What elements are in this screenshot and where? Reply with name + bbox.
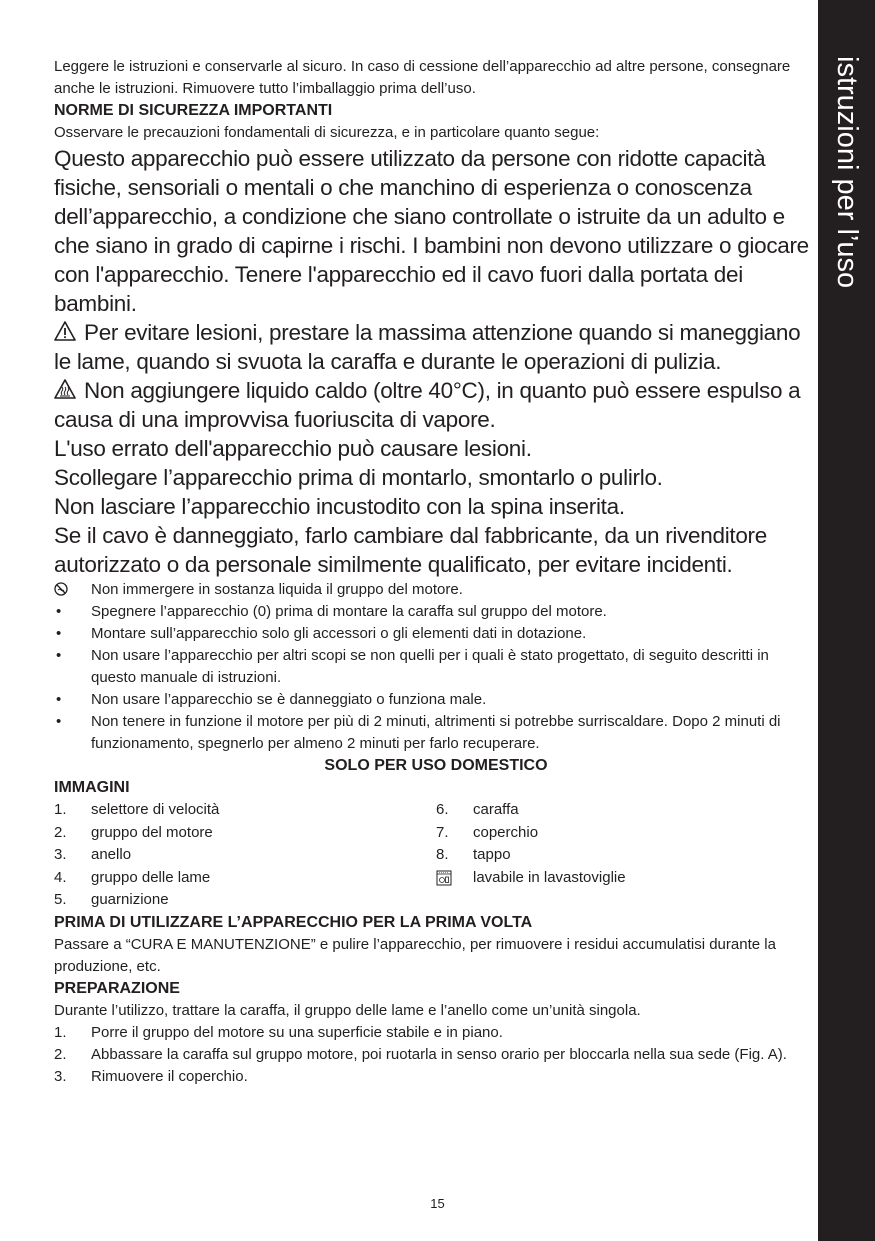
list-item xyxy=(54,645,818,689)
list-item xyxy=(54,889,436,912)
item-number: 7. xyxy=(436,823,449,841)
first-use-title: PRIMA DI UTILIZZARE L’APPARECCHIO PER LA PRIMA VOLTA xyxy=(54,913,533,931)
part-label: gruppo delle lame xyxy=(91,868,211,886)
step-number: 1. xyxy=(54,1023,67,1041)
list-item-text: Non usare l’apparecchio per altri scopi se non quelli per i quali è stato progettato, di seguito descritti in questo manuale di istruzioni. xyxy=(91,647,769,686)
list-item-text: Non usare l’apparecchio se è danneggiato o funziona male. xyxy=(91,691,487,708)
dishwasher-icon xyxy=(436,867,466,889)
step-text: Rimuovere il coperchio. xyxy=(91,1067,248,1085)
safety-large-item: Se il cavo è danneggiato, farlo cambiare dal fabbricante, da un rivenditore autorizzato o da personale similmente qualificato, per evitare incidenti. xyxy=(54,523,767,577)
safety-large-text: Non aggiungere liquido caldo (oltre 40°C), in quanto può essere espulso a causa di una improvvisa fuoriuscita di vapore. xyxy=(54,378,801,432)
safety-large-item: Non lasciare l’apparecchio incustodito con la spina inserita. xyxy=(54,494,625,519)
domestic-use-notice: SOLO PER USO DOMESTICO xyxy=(324,757,548,774)
part-label: coperchio xyxy=(473,823,539,841)
no-immerse-icon xyxy=(54,579,84,601)
step-number: 2. xyxy=(54,1045,67,1063)
list-item xyxy=(54,1022,818,1044)
part-label: lavabile in lavastoviglie xyxy=(473,868,626,886)
item-number: 4. xyxy=(54,868,67,886)
bullet-marker: • xyxy=(56,691,62,708)
list-item xyxy=(54,601,818,623)
safety-large-item: L'uso errato dell'apparecchio può causare lesioni. xyxy=(54,436,532,461)
list-item xyxy=(436,867,818,890)
step-text: Abbassare la caraffa sul gruppo motore, poi ruotarla in senso orario per bloccarla nella sua sede (Fig. A). xyxy=(91,1045,787,1063)
step-number: 3. xyxy=(54,1067,67,1085)
safety-large-section xyxy=(54,144,818,579)
parts-column-right xyxy=(436,799,818,912)
parts-column-left xyxy=(54,799,436,912)
list-item xyxy=(54,867,436,890)
bullet-marker: • xyxy=(56,713,62,730)
safety-title: NORME DI SICUREZZA IMPORTANTI xyxy=(54,102,333,119)
warning-icon xyxy=(54,320,76,342)
list-item xyxy=(54,1044,818,1066)
list-item xyxy=(436,844,818,867)
part-label: caraffa xyxy=(473,801,519,818)
list-item-text: Non immergere in sostanza liquida il gruppo del motore. xyxy=(91,581,463,598)
item-number: 1. xyxy=(54,801,67,818)
list-item xyxy=(54,689,818,711)
preparation-steps xyxy=(54,1022,818,1088)
page-number: 15 xyxy=(430,1196,445,1211)
list-item xyxy=(436,799,818,822)
bullet-marker: • xyxy=(56,647,62,664)
hot-surface-icon xyxy=(54,378,76,400)
list-item xyxy=(54,623,818,645)
list-item xyxy=(436,822,818,845)
list-item xyxy=(54,579,818,601)
bullet-marker: • xyxy=(56,625,62,642)
safety-large-text: Per evitare lesioni, prestare la massima attenzione quando si maneggiano le lame, quando si svuota la caraffa e durante le operazioni di pulizia. xyxy=(54,320,801,374)
list-item-text: Non tenere in funzione il motore per più di 2 minuti, altrimenti si potrebbe surriscaldare. Dopo 2 minuti di funzionamento, spegnerlo per almeno 2 minuti per farlo recuperare. xyxy=(91,713,781,752)
safety-large-item xyxy=(54,318,818,376)
step-text: Porre il gruppo del motore su una superficie stabile e in piano. xyxy=(91,1023,503,1041)
list-item xyxy=(54,799,436,822)
safety-large-item: Scollegare l’apparecchio prima di montarlo, smontarlo o pulirlo. xyxy=(54,465,663,490)
item-number: 2. xyxy=(54,823,67,841)
list-item-text: Montare sull’apparecchio solo gli accessori o gli elementi dati in dotazione. xyxy=(91,625,587,642)
preparation-title: PREPARAZIONE xyxy=(54,979,180,997)
first-use-text: Passare a “CURA E MANUTENZIONE” e pulire l’apparecchio, per rimuovere i residui accumulatisi durante la produzione, etc. xyxy=(54,935,776,975)
bullet-marker: • xyxy=(56,603,62,620)
safety-large-item xyxy=(54,144,818,318)
part-label: gruppo del motore xyxy=(91,823,213,841)
safety-subtitle: Osservare le precauzioni fondamentali di sicurezza, e in particolare quanto segue: xyxy=(54,124,600,141)
safety-bullet-list xyxy=(54,579,818,755)
part-label: selettore di velocità xyxy=(91,801,220,818)
part-label: guarnizione xyxy=(91,891,169,908)
list-item xyxy=(54,1066,818,1088)
list-item-text: Spegnere l’apparecchio (0) prima di montare la caraffa sul gruppo del motore. xyxy=(91,603,607,620)
side-tab-label: istruzioni per l’uso xyxy=(831,56,863,289)
images-title: IMMAGINI xyxy=(54,779,130,796)
list-item xyxy=(54,844,436,867)
list-item xyxy=(54,711,818,755)
parts-list xyxy=(54,799,818,912)
side-tab xyxy=(818,0,875,1241)
part-label: tappo xyxy=(473,846,511,863)
safety-large-text: Questo apparecchio può essere utilizzato da persone con ridotte capacità fisiche, sensoriali o mentali o che manchino di esperienza o conoscenza dell’apparecchio, a condizione che siano controllate o istruite da un adulto e che siano in grado di capirne i rischi. I bambini non devono utilizzare o giocare con l'apparecchio. Tenere l'apparecchio ed il cavo fuori dalla portata dei bambini. xyxy=(54,146,809,316)
preparation-text: Durante l’utilizzo, trattare la caraffa, il gruppo delle lame e l’anello come un’unità singola. xyxy=(54,1001,641,1019)
page-content xyxy=(54,56,818,1088)
part-label: anello xyxy=(91,846,132,863)
intro-text: Leggere le istruzioni e conservarle al sicuro. In caso di cessione dell’apparecchio ad altre persone, consegnare anche le istruzioni. Rimuovere tutto l’imballaggio prima dell’uso. xyxy=(54,58,791,97)
item-number: 8. xyxy=(436,846,449,863)
safety-large-item xyxy=(54,376,818,434)
item-number: 6. xyxy=(436,801,449,818)
list-item xyxy=(54,822,436,845)
item-number: 5. xyxy=(54,891,67,908)
item-number: 3. xyxy=(54,846,67,863)
